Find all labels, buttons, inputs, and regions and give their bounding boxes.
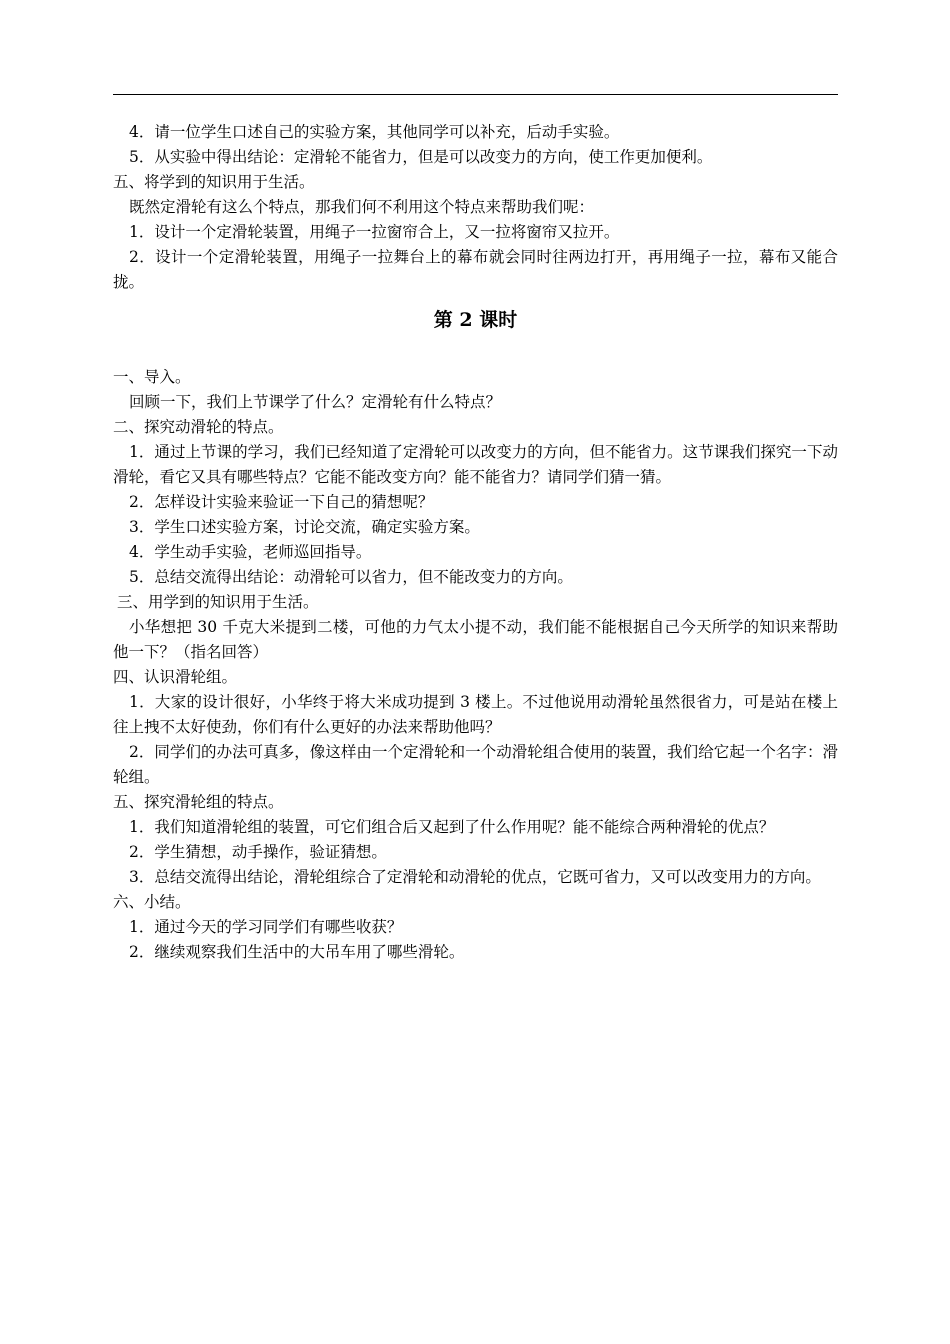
- l2-s6-item-1: 1．通过今天的学习同学们有哪些收获？: [129, 918, 403, 936]
- l2-section-5-heading: 五、探究滑轮组的特点。: [113, 793, 284, 811]
- l2-s5-item-1: 1．我们知道滑轮组的装置，可它们组合后又起到了什么作用呢？能不能综合两种滑轮的优点？: [129, 818, 775, 836]
- l2-s3-paragraph: 小华想把 30 千克大米提到二楼，可他的力气太小提不动，我们能不能根据自己今天所学的知识来帮助他一下？（指名回答）: [113, 618, 838, 661]
- section-5-heading: 五、将学到的知识用于生活。: [113, 173, 315, 191]
- l2-section-4-heading: 四、认识滑轮组。: [113, 668, 238, 686]
- l2-section-2-heading: 二、探究动滑轮的特点。: [113, 418, 284, 436]
- paragraph-intro: 既然定滑轮有这么个特点，那我们何不利用这个特点来帮助我们呢：: [129, 198, 595, 216]
- l2-s5-item-2: 2．学生猜想，动手操作，验证猜想。: [129, 843, 387, 861]
- l2-review-line: 回顾一下，我们上节课学了什么？定滑轮有什么特点？: [129, 393, 502, 411]
- l2-s2-item-2: 2．怎样设计实验来验证一下自己的猜想呢？: [129, 493, 434, 511]
- header-rule: [113, 94, 838, 95]
- step-5-line: 5．从实验中得出结论：定滑轮不能省力，但是可以改变力的方向，使工作更加便利。: [129, 148, 713, 166]
- l2-s4-item-2: 2．同学们的办法可真多，像这样由一个定滑轮和一个动滑轮组合使用的装置，我们给它起一个名字：滑轮组。: [113, 743, 838, 786]
- l2-section-3-heading: 三、用学到的知识用于生活。: [117, 593, 319, 611]
- l2-s2-item-5: 5．总结交流得出结论：动滑轮可以省力，但不能改变力的方向。: [129, 568, 573, 586]
- lesson-2-title: 第 2 课时: [433, 309, 518, 331]
- l2-s6-item-2: 2．继续观察我们生活中的大吊车用了哪些滑轮。: [129, 943, 465, 961]
- l2-s2-item-1: 1．通过上节课的学习，我们已经知道了定滑轮可以改变力的方向，但不能省力。这节课我们探究一下动滑轮，看它又具有哪些特点？它能不能改变方向？能不能省力？请同学们猜一猜。: [113, 443, 838, 486]
- l2-section-1-heading: 一、导入。: [113, 368, 191, 386]
- design-1-line: 1．设计一个定滑轮装置，用绳子一拉窗帘合上，又一拉将窗帘又拉开。: [129, 223, 620, 241]
- l2-s2-item-4: 4．学生动手实验，老师巡回指导。: [129, 543, 372, 561]
- l2-s2-item-3: 3．学生口述实验方案，讨论交流，确定实验方案。: [129, 518, 480, 536]
- document-body: [113, 120, 838, 965]
- l2-s5-item-3: 3．总结交流得出结论，滑轮组综合了定滑轮和动滑轮的优点，它既可省力，又可以改变用力的方向。: [129, 868, 821, 886]
- l2-section-6-heading: 六、小结。: [113, 893, 191, 911]
- design-2-line: 2．设计一个定滑轮装置，用绳子一拉舞台上的幕布就会同时往两边打开，再用绳子一拉，幕布又能合拢。: [113, 248, 838, 291]
- l2-s4-item-1: 1．大家的设计很好，小华终于将大米成功提到 3 楼上。不过他说用动滑轮虽然很省力，可是站在楼上往上拽不太好使劲，你们有什么更好的办法来帮助他吗？: [113, 693, 838, 736]
- step-4-line: 4．请一位学生口述自己的实验方案，其他同学可以补充，后动手实验。: [129, 123, 620, 141]
